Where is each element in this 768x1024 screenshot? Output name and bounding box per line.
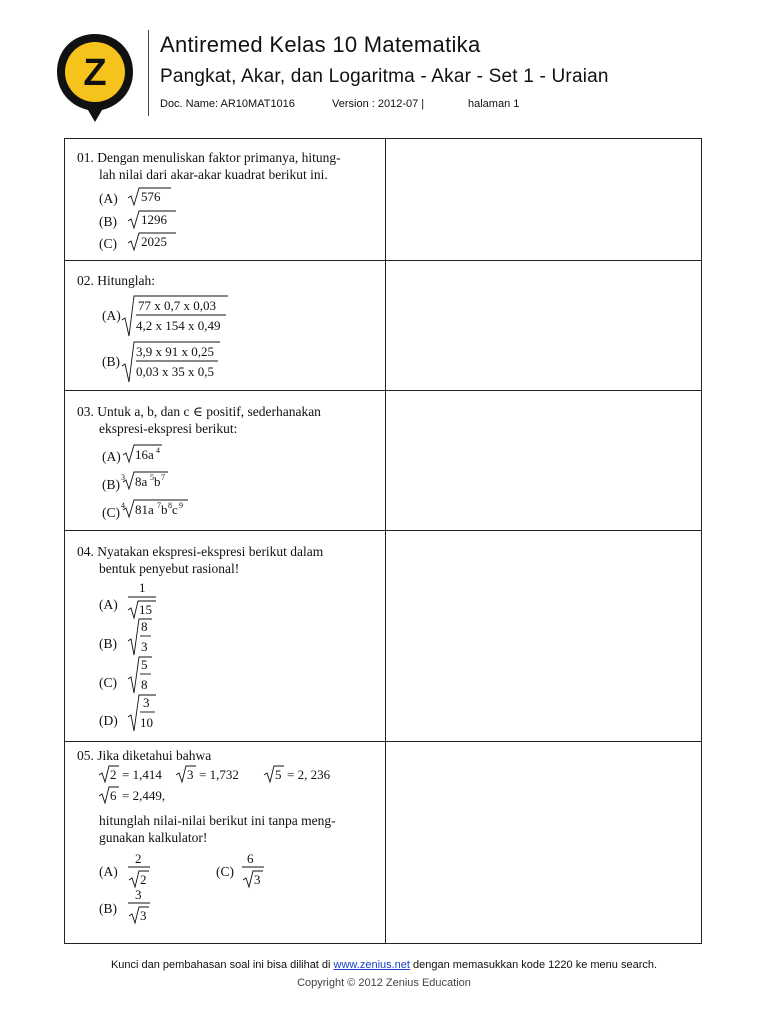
row-divider xyxy=(64,741,702,742)
svg-text:2025: 2025 xyxy=(141,234,167,249)
svg-text:7: 7 xyxy=(161,473,165,482)
header-divider xyxy=(148,30,149,116)
q4-option-a-label: (A) xyxy=(99,597,118,612)
doc-version: Version : 2012-07 | xyxy=(332,98,425,110)
svg-text:4: 4 xyxy=(156,446,160,455)
doc-name: Doc. Name: AR10MAT1016 xyxy=(160,98,295,110)
q4-text-line2: bentuk penyebut rasional! xyxy=(99,561,240,576)
q3-option-b-radical xyxy=(120,470,180,492)
svg-text:3: 3 xyxy=(143,695,150,710)
answer-column-divider xyxy=(385,138,386,944)
q2-text-line1: 02. Hitunglah: xyxy=(77,273,155,288)
row-divider xyxy=(64,530,702,531)
svg-text:4: 4 xyxy=(121,501,125,510)
q4-option-b-fraction xyxy=(126,617,166,657)
q1-option-a-label: (A) xyxy=(99,191,118,206)
copyright: Copyright © 2012 Zenius Education xyxy=(297,977,471,989)
svg-text:3,9 x 91 x 0,25: 3,9 x 91 x 0,25 xyxy=(136,344,214,359)
svg-text:= 1,414: = 1,414 xyxy=(122,767,162,782)
svg-text:7: 7 xyxy=(157,501,161,510)
svg-text:= 2,449,: = 2,449, xyxy=(122,788,166,803)
q5-text-line1: 05. Jika diketahui bahwa xyxy=(77,748,212,763)
row-divider xyxy=(64,390,702,391)
svg-text:15: 15 xyxy=(139,602,152,617)
q1-option-c-radical xyxy=(126,231,186,253)
svg-text:3: 3 xyxy=(140,908,147,923)
page-title: Antiremed Kelas 10 Matematika xyxy=(160,32,481,57)
svg-text:= 1,732: = 1,732 xyxy=(199,767,239,782)
q5-given-values xyxy=(98,765,378,809)
svg-text:0,03 x 35 x 0,5: 0,03 x 35 x 0,5 xyxy=(136,364,214,379)
q3-option-b-label: (B) xyxy=(102,477,120,492)
footer-text-after: dengan memasukkan kode 1220 ke menu search. xyxy=(409,959,658,971)
q4-option-d-fraction xyxy=(126,693,166,733)
q3-option-a-label: (A) xyxy=(102,449,121,464)
svg-text:77 x 0,7 x 0,03: 77 x 0,7 x 0,03 xyxy=(138,298,216,313)
q1-text-line1: 01. Dengan menuliskan faktor primanya, hitung- xyxy=(77,150,341,165)
footer-note xyxy=(0,959,768,971)
svg-text:3: 3 xyxy=(254,872,261,887)
svg-text:2: 2 xyxy=(135,851,142,866)
svg-text:1296: 1296 xyxy=(141,212,167,227)
q5-option-a-fraction xyxy=(126,850,166,890)
q3-option-c-radical xyxy=(120,498,192,520)
svg-text:81a: 81a xyxy=(135,502,154,517)
q5-option-c-label: (C) xyxy=(216,864,234,879)
q3-text-line1: 03. Untuk a, b, dan c ∈ positif, sederhanakan xyxy=(77,404,321,419)
q4-option-d-label: (D) xyxy=(99,713,118,728)
q4-option-b-label: (B) xyxy=(99,636,117,651)
svg-text:8: 8 xyxy=(141,619,148,634)
page-subtitle: Pangkat, Akar, dan Logaritma - Akar - Set 1 - Uraian xyxy=(160,66,609,87)
svg-text:6: 6 xyxy=(110,788,117,803)
q5-text-line3: hitunglah nilai-nilai berikut ini tanpa meng- xyxy=(99,813,336,828)
q5-text-line4: gunakan kalkulator! xyxy=(99,830,208,845)
q1-option-b-radical xyxy=(126,209,186,231)
zenius-link[interactable]: www.zenius.net xyxy=(333,959,410,971)
zenius-logo xyxy=(54,32,136,124)
q1-option-b-label: (B) xyxy=(99,214,117,229)
page-number: halaman 1 xyxy=(468,98,520,110)
q2-option-b-label: (B) xyxy=(102,354,120,369)
q4-option-c-label: (C) xyxy=(99,675,117,690)
svg-text:3: 3 xyxy=(187,767,194,782)
svg-text:2: 2 xyxy=(140,872,147,887)
q4-text-line1: 04. Nyatakan ekspresi-ekspresi berikut dalam xyxy=(77,544,324,559)
q5-option-b-label: (B) xyxy=(99,901,117,916)
svg-text:8: 8 xyxy=(141,677,148,692)
q5-option-b-fraction xyxy=(126,886,166,926)
svg-text:c: c xyxy=(172,502,178,517)
q1-text-line2: lah nilai dari akar-akar kuadrat berikut ini. xyxy=(99,167,328,182)
q5-option-c-fraction xyxy=(240,850,280,890)
q4-option-c-fraction xyxy=(126,655,166,695)
q1-option-a-radical xyxy=(126,186,186,208)
svg-text:9: 9 xyxy=(179,501,183,510)
q3-option-a-radical xyxy=(122,443,182,465)
svg-text:8: 8 xyxy=(168,501,172,510)
q2-option-a-label: (A) xyxy=(102,308,121,323)
svg-text:b: b xyxy=(154,474,161,489)
svg-text:5: 5 xyxy=(150,473,154,482)
q2-option-a-fraction xyxy=(120,294,240,338)
svg-text:4,2 x 154 x 0,49: 4,2 x 154 x 0,49 xyxy=(136,318,221,333)
svg-text:6: 6 xyxy=(247,851,254,866)
svg-text:5: 5 xyxy=(275,767,282,782)
svg-text:1: 1 xyxy=(139,580,146,595)
logo-letter: Z xyxy=(83,52,107,94)
q4-option-a-fraction xyxy=(126,580,166,620)
svg-text:3: 3 xyxy=(121,473,125,482)
q3-text-line2: ekspresi-ekspresi berikut: xyxy=(99,421,238,436)
svg-text:2: 2 xyxy=(110,767,117,782)
svg-text:10: 10 xyxy=(140,715,153,730)
svg-text:3: 3 xyxy=(141,639,148,654)
svg-text:576: 576 xyxy=(141,189,161,204)
q3-option-c-label: (C) xyxy=(102,505,120,520)
svg-text:= 2, 236: = 2, 236 xyxy=(287,767,331,782)
svg-text:5: 5 xyxy=(141,657,148,672)
row-divider xyxy=(64,260,702,261)
svg-text:8a: 8a xyxy=(135,474,148,489)
svg-text:3: 3 xyxy=(135,887,142,902)
svg-text:16a: 16a xyxy=(135,447,154,462)
q2-option-b-fraction xyxy=(120,340,240,384)
footer-text-before: Kunci dan pembahasan soal ini bisa dilihat di xyxy=(110,959,334,971)
q5-option-a-label: (A) xyxy=(99,864,118,879)
q1-option-c-label: (C) xyxy=(99,236,117,251)
svg-text:b: b xyxy=(161,502,168,517)
